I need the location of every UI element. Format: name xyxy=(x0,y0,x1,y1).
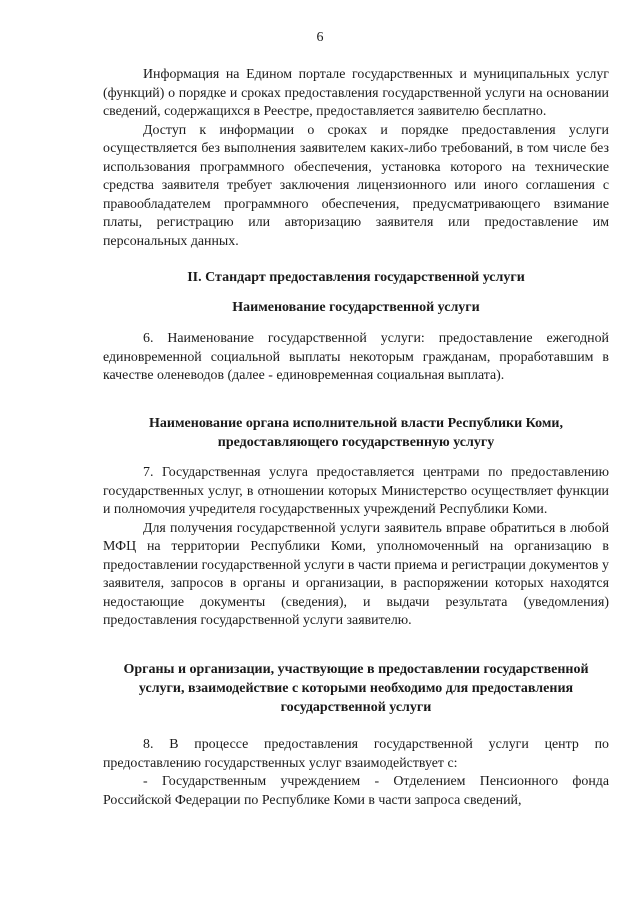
section-heading: II. Стандарт предоставления государственной услуги xyxy=(187,270,525,285)
paragraph-text: 8. В процессе предоставления государственной услуги центр по предоставлению государственных услуг взаимодействует с: xyxy=(103,737,609,771)
subsection-heading xyxy=(103,660,609,717)
heading-line: государственной услуги xyxy=(280,700,432,715)
subsection-heading: Наименование государственной услуги xyxy=(232,300,480,315)
heading-line: Наименование органа исполнительной власти Республики Коми, xyxy=(149,416,563,431)
paragraph-service-name xyxy=(103,330,609,386)
paragraph-text: Информация на Едином портале государственных и муниципальных услуг (функций) о порядке и сроках предоставления государственной услуги на основании сведений, содержащихся в Реестре, предоставляется заявителю бесплатно. xyxy=(103,67,609,119)
paragraph-text: Доступ к информации о сроках и порядке предоставления услуги осуществляется без выполнения заявителем каких-либо требований, в том числе без использования программного обеспечения, установка которого на технические средства заявителя требует заключения лицензионного или иного соглашения с правообладателем программного обеспечения, предусматривающего взимание платы, регистрацию или авторизацию заявителя или предоставление им персональных данных. xyxy=(103,122,609,249)
paragraph-text: Для получения государственной услуги заявитель вправе обратиться в любой МФЦ на территории Республики Коми, уполномоченный на организацию в предоставлении государственной услуги в части приема и регистрации документов у заявителя, запросов в органы и организации, в распоряжении которых находятся недостающие документы (сведения), и выдачи результата (уведомления) предоставления государственной услуги заявителю. xyxy=(103,520,609,628)
paragraph-portal-info xyxy=(103,66,609,251)
heading-line: предоставляющего государственную услугу xyxy=(217,435,495,450)
heading-line: Органы и организации, участвующие в предоставлении государственной xyxy=(123,662,589,677)
paragraph-interaction xyxy=(103,736,609,810)
paragraph-text: 7. Государственная услуга предоставляется центрами по предоставлению государственных услуг, в отношении которых Министерство осуществляет функции и полномочия учредителя государственных учреждений Республики Коми. xyxy=(103,465,609,517)
paragraph-text: - Государственным учреждением - Отделением Пенсионного фонда Российской Федерации по Республике Коми в части запроса сведений, xyxy=(103,774,609,808)
subsection-heading xyxy=(103,414,609,452)
paragraph-authority xyxy=(103,464,609,631)
page-number: 6 xyxy=(316,30,324,45)
heading-line: услуги, взаимодействие с которыми необходимо для предоставления xyxy=(138,681,574,696)
paragraph-text: 6. Наименование государственной услуги: предоставление ежегодной единовременной социальной выплаты некоторым гражданам, проработавшим в качестве оленеводов (далее - единовременная социальная выплата). xyxy=(103,331,609,383)
